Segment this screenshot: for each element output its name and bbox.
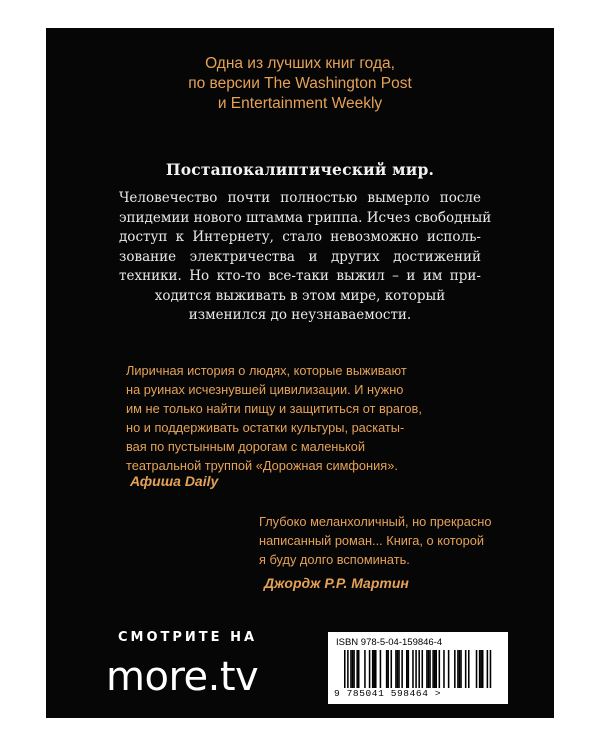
barcode-bar (460, 650, 462, 688)
quote-line: вая по пустынным дорогам с маленькой (126, 439, 366, 454)
barcode-bar (429, 650, 431, 688)
blurb-line: техники. Но кто-то все-таки выжил – и им при- (119, 268, 481, 284)
barcode-bar (412, 650, 414, 688)
blurb-line: изменился до неузнаваемости. (188, 307, 412, 323)
barcode-bar (375, 650, 377, 688)
barcode-bar (352, 650, 354, 688)
barcode-bar (435, 650, 437, 688)
barcode-bar (391, 650, 393, 688)
barcode-bar (490, 650, 492, 688)
isbn-text: ISBN 978-5-04-159846-4 (336, 637, 443, 648)
barcode-bar (408, 650, 410, 688)
barcode-bar (428, 650, 430, 688)
watch-label: СМОТРИТЕ НА (118, 630, 258, 645)
barcode (334, 650, 502, 688)
quote-line: Лиричная история о людях, которые выживают (126, 363, 407, 378)
barcode-bar (401, 650, 403, 688)
barcode-bar (439, 650, 441, 688)
blurb-text (119, 189, 492, 326)
blurb-line: доступ к Интернету, стало невозможно исполь- (119, 229, 481, 245)
barcode-bar (415, 650, 417, 688)
barcode-bar (418, 650, 420, 688)
barcode-bar (482, 650, 484, 688)
barcode-bar (398, 650, 400, 688)
barcode-bar (432, 650, 434, 688)
barcode-bar (434, 650, 436, 688)
barcode-bar (350, 650, 352, 688)
barcode-bar (395, 650, 397, 688)
quote-source-martin: Джордж Р.Р. Мартин (264, 575, 409, 591)
quote-source-afisha: Афиша Daily (130, 473, 219, 489)
barcode-bar (422, 650, 424, 688)
barcode-bar (457, 650, 459, 688)
quote-line: я буду долго вспоминать. (259, 552, 410, 567)
barcode-bar (358, 650, 360, 688)
barcode-bar (465, 650, 467, 688)
review-quote-martin (259, 512, 492, 569)
barcode-bar (480, 650, 482, 688)
barcode-bar (476, 650, 478, 688)
blurb-line: ходится выживать в этом мире, который (154, 287, 446, 304)
blurb-line: эпидемии нового штамма гриппа. Исчез свободный (119, 209, 492, 226)
barcode-bar (426, 650, 428, 688)
barcode-bar (397, 650, 399, 688)
barcode-bar (459, 650, 461, 688)
headline: Постапокалиптический мир. (165, 160, 435, 179)
praise-block (46, 54, 554, 114)
barcode-bar (443, 650, 445, 688)
barcode-bar (386, 650, 388, 688)
barcode-bar (387, 650, 389, 688)
barcode-bar (373, 650, 375, 688)
barcode-bar (364, 650, 366, 688)
praise-line: по версии The Washington Post (188, 75, 412, 92)
praise-line: и Entertainment Weekly (217, 95, 383, 112)
quote-line: написанный роман... Книга, о которой (259, 533, 485, 548)
barcode-bar (353, 650, 355, 688)
quote-line: но и поддерживать остатки культуры, раскаты- (126, 420, 405, 435)
quote-line: театральной труппой «Дорожная симфония». (126, 458, 398, 473)
review-quote-afisha (126, 361, 486, 475)
barcode-bar (369, 650, 371, 688)
quote-line: Глубоко меланхоличный, но прекрасно (259, 514, 492, 529)
blurb-line: зование электричества и других достижений (119, 248, 481, 265)
barcode-bar (454, 650, 456, 688)
barcode-bar (406, 650, 408, 688)
blurb-line: Человечество почти полностью вымерло после (119, 190, 481, 206)
barcode-box (328, 632, 508, 704)
barcode-bar (347, 650, 349, 688)
quote-line: им не только найти пищу и защититься от врагов, (126, 401, 422, 416)
ean-text: 9 785041 598464 > (334, 688, 442, 699)
barcode-bar (468, 650, 470, 688)
book-back-cover (46, 28, 554, 718)
praise-line: Одна из лучших книг года, (205, 55, 395, 72)
quote-line: на руинах исчезнувшей цивилизации. И нужно (126, 382, 404, 397)
barcode-bar (344, 650, 346, 688)
barcode-bar (372, 650, 374, 688)
barcode-bar (356, 650, 358, 688)
barcode-bar (487, 650, 489, 688)
barcode-bar (380, 650, 382, 688)
more-tv-logo: more.tv (106, 654, 259, 700)
barcode-bar (479, 650, 481, 688)
barcode-bar (448, 650, 450, 688)
